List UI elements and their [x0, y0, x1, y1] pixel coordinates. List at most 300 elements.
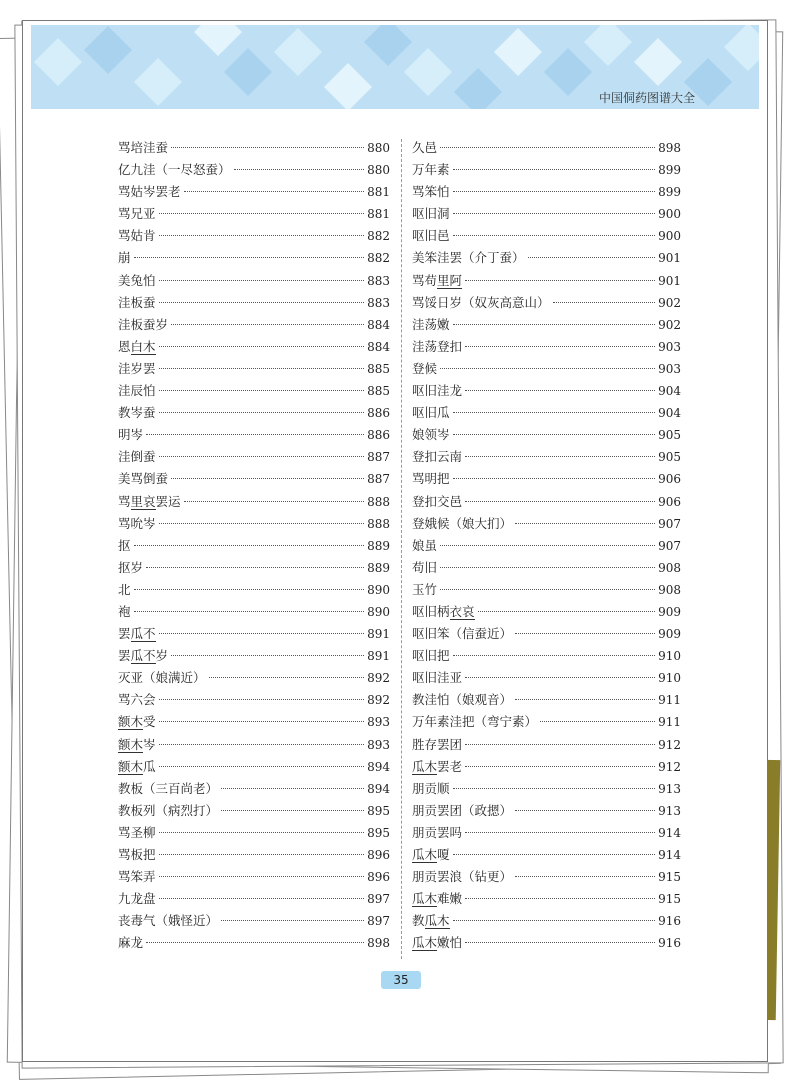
underlined-term: 额木	[118, 736, 144, 752]
banner-diamond	[724, 25, 759, 71]
dot-leader	[453, 788, 656, 789]
underlined-term: 瓜木	[412, 758, 438, 774]
entry-name: 洼岁罢	[118, 360, 156, 376]
entry-name: 登扣云南	[412, 449, 463, 465]
entry-page: 912	[658, 737, 681, 752]
underlined-term: 额木	[118, 758, 144, 774]
dot-leader	[453, 191, 656, 192]
entry-page: 883	[367, 273, 390, 288]
underlined-term: 瓜不	[130, 648, 156, 664]
entry-name: 明岑	[118, 427, 144, 443]
dot-leader	[465, 898, 655, 899]
index-entry	[412, 315, 681, 337]
entry-name: 骂板把	[118, 847, 156, 862]
index-entry	[412, 690, 681, 712]
entry-name: 抠	[118, 537, 131, 553]
underlined-term: 瓜木	[412, 935, 438, 951]
index-entry	[412, 271, 681, 293]
banner-diamond	[324, 63, 372, 109]
entry-page: 907	[658, 516, 681, 531]
entry-name: 罢瓜不	[118, 626, 156, 642]
entry-name: 骂兄亚	[118, 206, 156, 222]
dot-leader	[159, 854, 365, 855]
index-entry	[412, 646, 681, 668]
index-entry	[118, 492, 390, 514]
dot-leader	[134, 589, 365, 590]
dot-leader	[465, 456, 655, 457]
entry-name: 袍	[118, 603, 131, 619]
dot-leader	[159, 412, 365, 413]
dot-leader	[159, 523, 365, 524]
entry-name: 骂馁日岁（奴灰高意山）	[412, 294, 550, 310]
entry-page: 903	[658, 361, 681, 376]
entry-name: 洼倒蚕	[118, 449, 156, 465]
underlined-term: 白木	[130, 338, 156, 354]
entry-name: 洼荡登扣	[412, 338, 463, 354]
banner-diamond	[364, 25, 412, 66]
index-entry	[412, 204, 681, 226]
entry-page: 895	[367, 825, 390, 840]
index-entry	[118, 867, 390, 889]
entry-name: 呕旧邑	[412, 228, 450, 244]
dot-leader	[184, 191, 365, 192]
dot-leader	[134, 611, 365, 612]
entry-page: 890	[367, 582, 390, 597]
entry-name: 麻龙	[118, 935, 144, 951]
dot-leader	[171, 324, 364, 325]
entry-name: 骂培洼蚕	[118, 140, 169, 155]
entry-page: 907	[658, 538, 681, 553]
index-entry	[412, 182, 681, 204]
index-entry	[118, 248, 390, 270]
entry-page: 892	[367, 693, 390, 708]
index-entry	[412, 381, 681, 403]
dot-leader	[465, 501, 655, 502]
dot-leader	[171, 478, 364, 479]
dot-leader	[465, 677, 655, 678]
dot-leader	[465, 766, 655, 767]
entry-page: 887	[367, 450, 390, 465]
entry-page: 887	[367, 472, 390, 487]
entry-name: 美笨洼罢（介丁蚕）	[412, 250, 525, 266]
index-entry	[412, 801, 681, 823]
entry-name: 北	[118, 581, 131, 597]
entry-page: 886	[367, 406, 390, 421]
entry-name: 额木岑	[118, 736, 156, 752]
entry-page: 882	[367, 229, 390, 244]
entry-page: 889	[367, 560, 390, 575]
dot-leader	[515, 699, 655, 700]
dot-leader	[453, 854, 656, 855]
entry-page: 908	[658, 582, 681, 597]
entry-name: 美骂倒蚕	[118, 471, 169, 487]
entry-page: 902	[658, 295, 681, 310]
entry-name: 教岑蚕	[118, 405, 156, 421]
entry-page: 893	[367, 737, 390, 752]
banner-diamond	[494, 28, 542, 76]
underlined-term: 瓜木	[424, 913, 450, 929]
dot-leader	[234, 169, 365, 170]
entry-name: 朋贡罢吗	[412, 824, 463, 840]
entry-name: 瓜木难嫩	[412, 891, 463, 907]
entry-name: 额木瓜	[118, 758, 156, 774]
dot-leader	[465, 832, 655, 833]
entry-page: 905	[658, 428, 681, 443]
entry-page: 896	[367, 870, 390, 885]
page-number: 35	[381, 971, 421, 989]
index-entry	[118, 160, 390, 182]
entry-page: 898	[658, 141, 681, 155]
entry-name: 亿九洼（一尽怒蚕）	[118, 162, 231, 178]
entry-page: 894	[367, 759, 390, 774]
book-page	[22, 20, 768, 1062]
index-entry	[118, 668, 390, 690]
entry-name: 恩白木	[118, 338, 156, 354]
dot-leader	[465, 942, 655, 943]
entry-name: 教瓜木	[412, 913, 450, 929]
dot-leader	[515, 876, 655, 877]
index-entry	[118, 933, 390, 955]
entry-name: 呕旧笨（信蚕近）	[412, 626, 513, 642]
entry-page: 902	[658, 317, 681, 332]
entry-page: 883	[367, 295, 390, 310]
entry-page: 909	[658, 604, 681, 619]
index-entry	[118, 911, 390, 933]
dot-leader	[440, 147, 655, 148]
entry-name: 骂姑肯	[118, 228, 156, 244]
entry-name: 额木受	[118, 714, 156, 730]
index-entry	[118, 801, 390, 823]
entry-page: 906	[658, 472, 681, 487]
entry-page: 881	[367, 207, 390, 222]
index-entry	[412, 867, 681, 889]
dot-leader	[453, 478, 656, 479]
index-entry	[412, 359, 681, 381]
dot-leader	[453, 655, 656, 656]
dot-leader	[440, 368, 655, 369]
index-entry	[412, 293, 681, 315]
entry-name: 玉竹	[412, 581, 438, 597]
index-entry	[412, 735, 681, 757]
column-divider	[401, 139, 402, 959]
banner-diamond	[454, 68, 502, 109]
dot-leader	[159, 744, 365, 745]
entry-page: 904	[658, 406, 681, 421]
index-entry	[412, 845, 681, 867]
index-entry	[412, 823, 681, 845]
dot-leader	[465, 280, 655, 281]
entry-page: 904	[658, 384, 681, 399]
underlined-term: 衣哀	[449, 603, 475, 619]
entry-name: 骂里哀罢运	[118, 493, 181, 509]
dot-leader	[453, 169, 656, 170]
dot-leader	[171, 655, 364, 656]
entry-page: 894	[367, 781, 390, 796]
index-entry	[412, 624, 681, 646]
index-entry	[412, 889, 681, 911]
banner-diamond	[194, 25, 242, 56]
entry-page: 916	[658, 914, 681, 929]
entry-name: 朋贡罢浪（钻更）	[412, 869, 513, 885]
index-entry	[118, 558, 390, 580]
entry-name: 呕旧柄衣哀	[412, 603, 475, 619]
index-entry	[118, 447, 390, 469]
entry-page: 886	[367, 428, 390, 443]
entry-page: 916	[658, 936, 681, 951]
entry-page: 912	[658, 759, 681, 774]
entry-page: 896	[367, 848, 390, 862]
entry-name: 教板列（病烈打）	[118, 802, 219, 818]
dot-leader	[159, 876, 365, 877]
dot-leader	[478, 611, 656, 612]
dot-leader	[159, 898, 365, 899]
index-entry	[118, 712, 390, 734]
entry-page: 881	[367, 185, 390, 200]
index-entry	[412, 668, 681, 690]
dot-leader	[453, 412, 656, 413]
entry-page: 901	[658, 251, 681, 266]
index-entry	[412, 757, 681, 779]
dot-leader	[159, 721, 365, 722]
dot-leader	[440, 589, 655, 590]
index-entry	[412, 536, 681, 558]
entry-name: 呕旧瓜	[412, 405, 450, 421]
entry-page: 880	[367, 141, 390, 155]
entry-page: 884	[367, 339, 390, 354]
index-entry	[118, 779, 390, 801]
entry-page: 895	[367, 803, 390, 818]
index-entry	[412, 226, 681, 248]
dot-leader	[221, 810, 364, 811]
book-title: 中国侗药图谱大全	[598, 91, 695, 105]
dot-leader	[146, 942, 364, 943]
index-entry	[118, 823, 390, 845]
dot-leader	[465, 744, 655, 745]
entry-page: 915	[658, 892, 681, 907]
dot-leader	[453, 235, 656, 236]
dot-leader	[453, 434, 656, 435]
entry-name: 骂明把	[412, 471, 450, 487]
entry-name: 苟旧	[412, 559, 438, 575]
entry-page: 914	[658, 825, 681, 840]
entry-name: 骂笨弄	[118, 869, 156, 885]
entry-page: 882	[367, 251, 390, 266]
entry-page: 885	[367, 361, 390, 376]
entry-page: 897	[367, 892, 390, 907]
index-entry	[118, 580, 390, 602]
entry-page: 899	[658, 185, 681, 200]
index-entry	[118, 735, 390, 757]
entry-page: 885	[367, 384, 390, 399]
entry-page: 891	[367, 649, 390, 664]
index-entry	[412, 492, 681, 514]
index-entry	[412, 580, 681, 602]
underlined-term: 瓜木	[412, 847, 438, 862]
index-entry	[118, 359, 390, 381]
index-entry	[412, 138, 681, 160]
dot-leader	[440, 567, 655, 568]
entry-name: 教板（三百尚老）	[118, 780, 219, 796]
entry-name: 呕旧洼龙	[412, 383, 463, 399]
dot-leader	[159, 302, 365, 303]
index-entry	[118, 182, 390, 204]
index-entry	[118, 315, 390, 337]
index-entry	[118, 690, 390, 712]
entry-name: 抠岁	[118, 559, 144, 575]
dot-leader	[159, 213, 365, 214]
index-entry	[412, 558, 681, 580]
index-entry	[118, 514, 390, 536]
entry-page: 911	[658, 693, 681, 708]
entry-page: 906	[658, 494, 681, 509]
dot-leader	[453, 213, 656, 214]
dot-leader	[146, 567, 364, 568]
banner-diamond	[34, 38, 82, 86]
banner-diamond	[224, 48, 272, 96]
entry-page: 901	[658, 273, 681, 288]
entry-name: 朋贡罢团（政摁）	[412, 802, 513, 818]
index-entry	[412, 447, 681, 469]
index-entry	[412, 514, 681, 536]
entry-name: 崩	[118, 250, 131, 266]
dot-leader	[553, 302, 656, 303]
dot-leader	[146, 434, 364, 435]
entry-page: 890	[367, 604, 390, 619]
index-entry	[412, 779, 681, 801]
entry-name: 呕旧洞	[412, 206, 450, 222]
index-entry	[118, 226, 390, 248]
entry-page: 911	[658, 715, 681, 730]
dot-leader	[159, 832, 365, 833]
dot-leader	[184, 501, 365, 502]
entry-page: 892	[367, 671, 390, 686]
banner-diamond	[274, 28, 322, 76]
index-entry	[118, 271, 390, 293]
index-entry	[118, 293, 390, 315]
index-entry	[118, 337, 390, 359]
entry-name: 朋贡顺	[412, 780, 450, 796]
banner-diamond	[634, 38, 682, 86]
entry-name: 瓜木嫩怕	[412, 935, 463, 951]
index-entry	[118, 536, 390, 558]
entry-name: 登扣交邑	[412, 493, 463, 509]
banner-diamond	[84, 26, 132, 74]
entry-name: 骂苟里阿	[412, 272, 463, 288]
index-entry	[412, 911, 681, 933]
entry-page: 900	[658, 207, 681, 222]
entry-page: 905	[658, 450, 681, 465]
dot-leader	[540, 721, 655, 722]
entry-name: 万年素	[412, 162, 450, 178]
entry-name: 万年素洼把（弯宁素）	[412, 714, 538, 730]
index-entry	[412, 425, 681, 447]
index-entry	[118, 757, 390, 779]
dot-leader	[159, 280, 365, 281]
entry-name: 美兔怕	[118, 272, 156, 288]
index-entry	[118, 469, 390, 491]
entry-name: 瓜木罢老	[412, 758, 463, 774]
index-entry	[412, 602, 681, 624]
dot-leader	[221, 788, 364, 789]
index-entry	[118, 425, 390, 447]
entry-name: 骂姑岑罢老	[118, 184, 181, 200]
entry-page: 903	[658, 339, 681, 354]
entry-page: 897	[367, 914, 390, 929]
dot-leader	[159, 633, 365, 634]
banner-diamond	[134, 58, 182, 106]
entry-page: 914	[658, 848, 681, 862]
dot-leader	[465, 346, 655, 347]
dot-leader	[453, 920, 656, 921]
entry-name: 洼辰怕	[118, 383, 156, 399]
index-entry	[118, 138, 390, 160]
index-entry	[118, 381, 390, 403]
index-column-right	[412, 138, 681, 955]
entry-name: 胜存罢团	[412, 736, 463, 752]
entry-page: 898	[367, 936, 390, 951]
dot-leader	[440, 545, 655, 546]
entry-page: 893	[367, 715, 390, 730]
entry-name: 呕旧把	[412, 648, 450, 664]
entry-name: 骂圣柳	[118, 824, 156, 840]
entry-name: 呕旧洼亚	[412, 670, 463, 686]
entry-page: 910	[658, 649, 681, 664]
index-entry	[412, 933, 681, 955]
entry-name: 登候	[412, 360, 438, 376]
index-entry	[118, 624, 390, 646]
index-entry	[118, 845, 390, 867]
dot-leader	[159, 456, 365, 457]
entry-name: 登娥候（娘大扪）	[412, 515, 513, 531]
index-entry	[118, 602, 390, 624]
banner-diamond	[404, 48, 452, 96]
entry-page: 880	[367, 163, 390, 178]
dot-leader	[159, 699, 365, 700]
entry-name: 洼板蚕	[118, 294, 156, 310]
entry-name: 骂六会	[118, 692, 156, 708]
entry-name: 骂笨怕	[412, 184, 450, 200]
index-entry	[412, 469, 681, 491]
index-entry	[412, 403, 681, 425]
underlined-term: 瓜木	[412, 891, 438, 907]
underlined-term: 额木	[118, 714, 144, 730]
dot-leader	[465, 390, 655, 391]
dot-leader	[159, 390, 365, 391]
index-entry	[412, 248, 681, 270]
dot-leader	[159, 346, 365, 347]
entry-page: 910	[658, 671, 681, 686]
entry-page: 908	[658, 560, 681, 575]
dot-leader	[221, 920, 364, 921]
index-entry	[412, 712, 681, 734]
entry-name: 洼荡嫩	[412, 316, 450, 332]
dot-leader	[528, 257, 656, 258]
entry-page: 891	[367, 627, 390, 642]
entry-page: 889	[367, 538, 390, 553]
dot-leader	[171, 147, 364, 148]
entry-name: 娘领岑	[412, 427, 450, 443]
underlined-term: 里阿	[437, 272, 463, 288]
dot-leader	[159, 766, 365, 767]
index-entry	[412, 337, 681, 359]
dot-leader	[159, 235, 365, 236]
banner-diamond	[544, 48, 592, 96]
entry-page: 900	[658, 229, 681, 244]
banner-diamond	[584, 25, 632, 66]
dot-leader	[159, 368, 365, 369]
entry-page: 913	[658, 781, 681, 796]
entry-name: 久邑	[412, 140, 438, 155]
